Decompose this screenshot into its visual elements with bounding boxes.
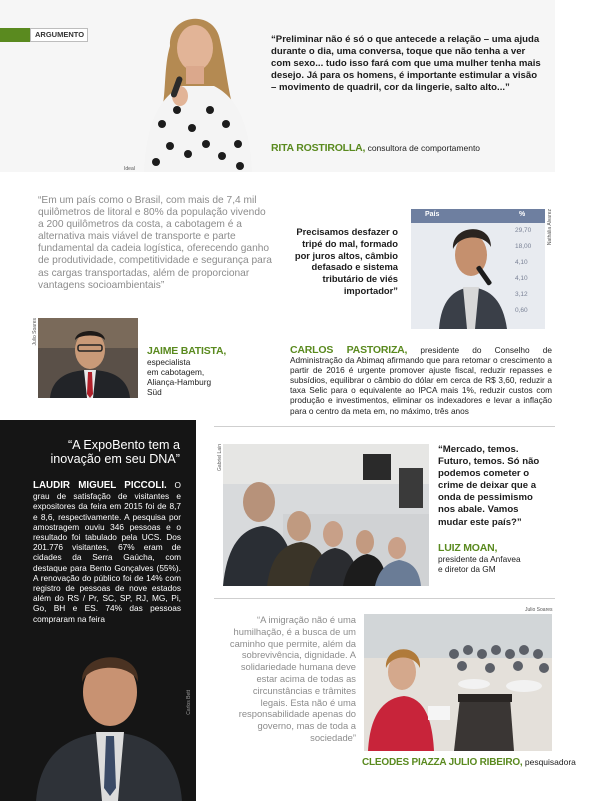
carlos-name: CARLOS PASTORIZA, bbox=[290, 344, 408, 356]
cleodes-quote: “A imigração não é uma humilhação, é a busca de um caminho que permite, além da sobrevivência, dignidade. A solidariedade humana deve estar acima de todas as circunstâncias e trâmites legais. Esta não é uma responsabilidade apenas do governo, mas de toda a sociedade” bbox=[229, 614, 356, 743]
jaime-name: JAIME BATISTA, bbox=[147, 345, 227, 357]
jaime-attribution bbox=[147, 345, 267, 397]
cleodes-photo-credit: Julio Soares bbox=[525, 607, 553, 613]
rita-quote: “Preliminar não é só o que antecede a relação – uma ajuda durante o dia, uma conversa, toque que não tenha a ver com sexo... tudo isso fará com que uma mulher tenha mais desejo. Já para os homens, é importante estimular a visão – movimento de quadril, cor da lingerie, salto alto...” bbox=[271, 34, 541, 94]
rita-photo-credit: Ideal bbox=[124, 166, 135, 172]
carlos-photo bbox=[411, 209, 545, 329]
jaime-photo-credit: Julio Soares bbox=[32, 318, 38, 346]
rita-role: consultora de comportamento bbox=[365, 143, 481, 153]
jaime-role-line-3: Aliança-Hamburg bbox=[147, 377, 212, 388]
laudir-headline: “A ExpoBento tem a inovação em seu DNA” bbox=[50, 438, 180, 466]
slide-value-5: 3,12 bbox=[515, 291, 528, 298]
slide-value-2: 18,00 bbox=[515, 243, 532, 250]
jaime-role-line-2: em cabotagem, bbox=[147, 367, 205, 378]
jaime-photo bbox=[38, 318, 138, 398]
slide-header-percent: % bbox=[519, 211, 526, 218]
luiz-photo bbox=[223, 444, 429, 586]
laudir-name: LAUDIR MIGUEL PICCOLI. bbox=[33, 480, 167, 491]
jaime-quote: “Em um país como o Brasil, com mais de 7,4 mil quilômetros de litoral e 80% da população vivendo a 200 quilômetros da costa, a cabotagem é a alternativa mais viável de transporte e parte fundamental da cadeia logística, oferecendo ganho de produtividade, competitividade e segurança para as cargas transportadas, além de proporcionar vantagens socioambientais” bbox=[38, 195, 272, 291]
luiz-role-line-1: presidente da Anfavea bbox=[438, 554, 521, 564]
slide-header-country: País bbox=[425, 211, 440, 218]
jaime-role-line-1: especialista bbox=[147, 357, 191, 367]
jaime-role-line-4: Süd bbox=[147, 387, 162, 398]
luiz-role-line-2: e diretor da GM bbox=[438, 564, 496, 575]
carlos-quote: Precisamos desfazer o tripé do mal, formado por juros altos, câmbio defasado e sistema tributário de viés importador” bbox=[294, 226, 398, 296]
laudir-photo bbox=[32, 630, 184, 801]
laudir-body: O grau de satisfação de visitantes e expositores da feira em 2015 foi de 8,7 e 8,6, respectivamente. A pesquisa por amostragem ouviu 346 pessoas e o resultado foi tabulado pela UCS. Dos 201.776 visitantes, 67% eram de cidades da Serra Gaúcha, com destaque para Bento Gonçalves (55%). A renovação do público foi de 14% com registro de pessoas de nove estados além do RS / Pr, SC, SP, RJ, MG, Pi, Go, BH e ES. 74% das pessoas compraram na feira bbox=[33, 480, 181, 624]
carlos-body: presidente do Conselho de Administração da Abimaq afirmando que para retomar o crescimento a partir de 2016 é urgente promover ajuste fiscal, reduzir repasses e subsídios, equilibrar o câmbio do dólar em cerca de R$ 3,60, reduzir a taxa Selic para o equivalente ao IPCA mais 1%, reduzir custos com produção e investimentos, eliminar os indexadores e levar a inflação para o centro da meta em, no máximo, três anos bbox=[290, 345, 552, 416]
cleodes-name: CLEODES PIAZZA JULIO RIBEIRO, bbox=[362, 757, 523, 768]
slide-value-3: 4,10 bbox=[515, 259, 528, 266]
laudir-photo-credit: Carlos Bett bbox=[186, 690, 192, 715]
section-label-bar bbox=[0, 28, 30, 42]
luiz-photo-credit: Gabriel Lain bbox=[217, 444, 223, 471]
cleodes-attribution bbox=[362, 757, 576, 768]
slide-value-6: 0,60 bbox=[515, 307, 528, 314]
slide-value-1: 29,70 bbox=[515, 227, 532, 234]
right-margin bbox=[555, 0, 612, 801]
luiz-attribution bbox=[438, 542, 550, 574]
divider-lower bbox=[214, 598, 555, 599]
rita-name: RITA ROSTIROLLA, bbox=[271, 142, 366, 154]
carlos-photo-credit: Nathália Alvarez bbox=[547, 209, 553, 246]
carlos-text bbox=[290, 345, 552, 416]
cleodes-role: pesquisadora bbox=[522, 757, 576, 767]
slide-value-4: 4,10 bbox=[515, 275, 528, 282]
rita-photo bbox=[122, 6, 264, 172]
luiz-quote: “Mercado, temos. Futuro, temos. Só não podemos cometer o crime de deixar que a onda de pessimismo nos abale. Vamos mudar este país?” bbox=[438, 444, 540, 528]
section-label: ARGUMENTO bbox=[30, 28, 88, 42]
rita-attribution bbox=[271, 142, 551, 154]
laudir-text bbox=[33, 480, 181, 624]
divider-middle bbox=[214, 426, 555, 427]
luiz-name: LUIZ MOAN, bbox=[438, 542, 498, 554]
cleodes-photo bbox=[364, 614, 552, 751]
